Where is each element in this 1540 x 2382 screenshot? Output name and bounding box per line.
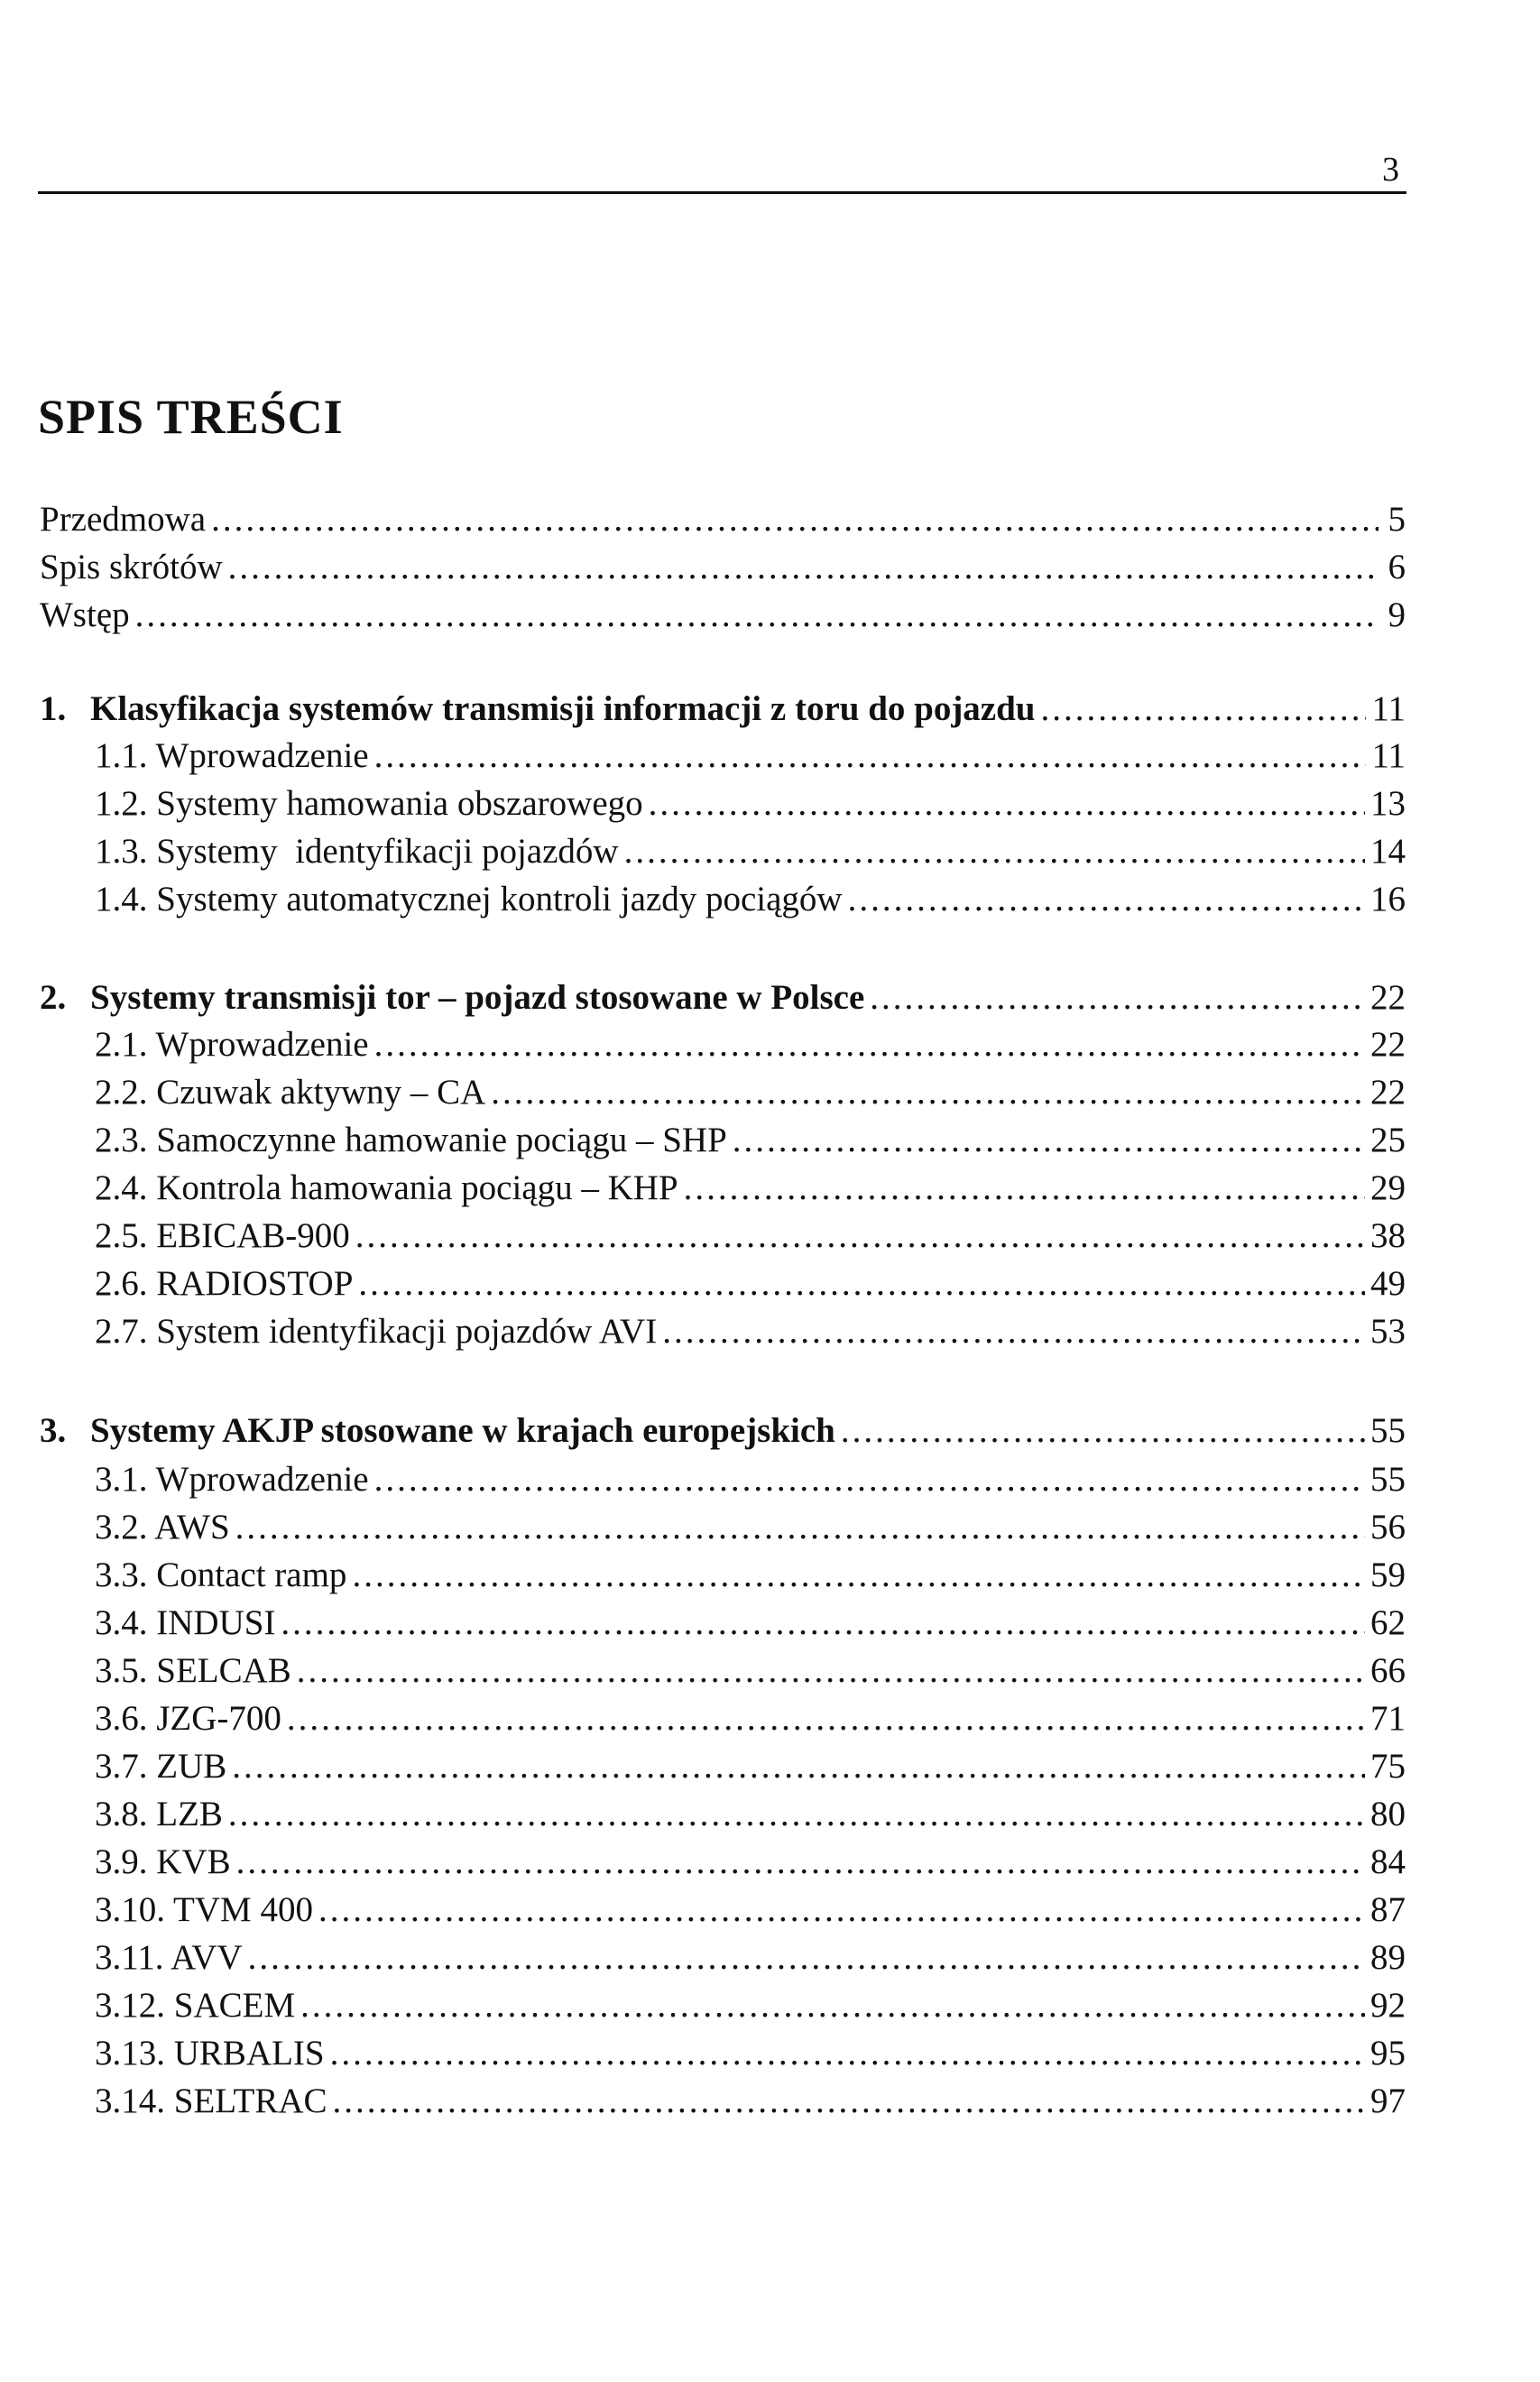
toc-entry-page: 25: [1370, 1121, 1406, 1159]
section-label: 3.12. SACEM: [95, 1986, 296, 2025]
section-label: 3.9. KVB: [95, 1842, 231, 1881]
toc-entry-page: 9: [1388, 596, 1406, 634]
toc-entry-page: 53: [1370, 1312, 1406, 1351]
dot-leader: [374, 734, 1367, 778]
toc-entry-page: 55: [1370, 1411, 1406, 1450]
header-rule: [38, 191, 1406, 194]
section-label: 1.2. Systemy hamowania obszarowego: [95, 784, 643, 823]
toc-section-2-3[interactable]: [95, 1119, 1406, 1166]
section-label: 2.1. Wprowadzenie: [95, 1025, 369, 1064]
dot-leader: [1041, 688, 1367, 731]
toc-section-3-4[interactable]: [95, 1602, 1406, 1648]
toc-section-1-1[interactable]: [95, 734, 1406, 781]
section-label: 3.5. SELCAB: [95, 1651, 291, 1690]
section-label: 3.14. SELTRAC: [95, 2082, 327, 2120]
dot-leader: [662, 1310, 1365, 1353]
toc-section-3-14[interactable]: [95, 2080, 1406, 2127]
section-label: 1.4. Systemy automatycznej kontroli jazdy pociągów: [95, 880, 843, 919]
dot-leader: [870, 976, 1365, 1020]
toc-entry-label: Spis skrótów: [40, 548, 223, 586]
dot-leader: [358, 1262, 1365, 1306]
toc-entry-page: 22: [1370, 1025, 1406, 1064]
toc-entry-page: 66: [1370, 1651, 1406, 1690]
dot-leader: [841, 1409, 1365, 1453]
toc-entry-page: 38: [1370, 1216, 1406, 1255]
toc-section-1-2[interactable]: [95, 782, 1406, 829]
toc-entry-page: 13: [1370, 784, 1406, 823]
section-label: 1.3. Systemy identyfikacji pojazdów: [95, 832, 619, 871]
dot-leader: [135, 594, 1379, 637]
section-label: 2.4. Kontrola hamowania pociągu – KHP: [95, 1168, 678, 1207]
toc-entry-page: 71: [1370, 1699, 1406, 1738]
section-label: 2.3. Samoczynne hamowanie pociągu – SHP: [95, 1121, 727, 1159]
dot-leader: [287, 1697, 1365, 1740]
toc-entry-page: 80: [1370, 1795, 1406, 1833]
toc-entry-page: 16: [1370, 880, 1406, 919]
dot-leader: [228, 1793, 1365, 1836]
dot-leader: [236, 1841, 1365, 1884]
toc-chapter-1[interactable]: [40, 688, 1406, 734]
toc-entry-page: 59: [1370, 1556, 1406, 1594]
toc-section-2-6[interactable]: [95, 1262, 1406, 1309]
dot-leader: [281, 1602, 1365, 1645]
dot-leader: [733, 1119, 1365, 1162]
dot-leader: [684, 1167, 1365, 1210]
toc-entry-przedmowa[interactable]: [40, 498, 1406, 545]
chapter-title: Klasyfikacja systemów transmisji informacji z toru do pojazdu: [90, 689, 1036, 728]
section-label: 2.7. System identyfikacji pojazdów AVI: [95, 1312, 658, 1351]
page-number: 3: [1382, 151, 1399, 189]
toc-entry-page: 29: [1370, 1168, 1406, 1207]
section-label: 3.2. AWS: [95, 1508, 230, 1546]
toc-entry-label: Przedmowa: [40, 500, 207, 539]
toc-chapter-2[interactable]: [40, 976, 1406, 1023]
toc-section-3-12[interactable]: [95, 1984, 1406, 2031]
section-label: 2.6. RADIOSTOP: [95, 1264, 354, 1303]
toc-section-2-4[interactable]: [95, 1167, 1406, 1214]
toc-entry-label: Wstęp: [40, 596, 130, 634]
dot-leader: [297, 1649, 1365, 1693]
dot-leader: [211, 498, 1379, 541]
dot-leader: [624, 830, 1365, 873]
toc-entry-page: 22: [1370, 1073, 1406, 1112]
toc-section-3-8[interactable]: [95, 1793, 1406, 1840]
toc-title: SPIS TREŚCI: [38, 390, 344, 444]
toc-entry-page: 11: [1371, 736, 1406, 775]
dot-leader: [848, 878, 1365, 921]
chapter-title: Systemy transmisji tor – pojazd stosowane w Polsce: [90, 978, 865, 1017]
toc-section-2-7[interactable]: [95, 1310, 1406, 1357]
chapter-title: Systemy AKJP stosowane w krajach europejskich: [90, 1411, 835, 1450]
dot-leader: [352, 1554, 1365, 1597]
section-label: 3.11. AVV: [95, 1938, 243, 1977]
dot-leader: [232, 1745, 1365, 1788]
toc-entry-wstep[interactable]: [40, 594, 1406, 641]
section-label: 2.2. Czuwak aktywny – CA: [95, 1073, 486, 1112]
toc-section-3-5[interactable]: [95, 1649, 1406, 1696]
dot-leader: [235, 1506, 1365, 1549]
toc-entry-page: 62: [1370, 1603, 1406, 1642]
toc-entry-page: 87: [1370, 1890, 1406, 1929]
toc-entry-page: 6: [1388, 548, 1406, 586]
chapter-number: 2.: [40, 978, 67, 1017]
dot-leader: [491, 1071, 1365, 1114]
section-label: 3.10. TVM 400: [95, 1890, 313, 1929]
dot-leader: [374, 1458, 1365, 1501]
chapter-number: 3.: [40, 1411, 67, 1450]
section-label: 1.1. Wprowadzenie: [95, 736, 369, 775]
chapter-number: 1.: [40, 689, 67, 728]
section-label: 2.5. EBICAB-900: [95, 1216, 350, 1255]
section-label: 3.13. URBALIS: [95, 2034, 325, 2073]
dot-leader: [248, 1936, 1365, 1980]
dot-leader: [300, 1984, 1365, 2027]
dot-leader: [374, 1023, 1365, 1066]
section-label: 3.1. Wprowadzenie: [95, 1460, 369, 1499]
section-label: 3.4. INDUSI: [95, 1603, 276, 1642]
toc-entry-page: 84: [1370, 1842, 1406, 1881]
toc-entry-page: 95: [1370, 2034, 1406, 2073]
toc-entry-page: 5: [1388, 500, 1406, 539]
dot-leader: [649, 782, 1365, 826]
toc-section-2-2[interactable]: [95, 1071, 1406, 1118]
toc-entry-spis-skrotow[interactable]: [40, 546, 1406, 593]
toc-section-3-13[interactable]: [95, 2032, 1406, 2079]
toc-section-3-1[interactable]: [95, 1458, 1406, 1505]
toc-entry-page: 55: [1370, 1460, 1406, 1499]
section-label: 3.7. ZUB: [95, 1747, 227, 1786]
section-label: 3.3. Contact ramp: [95, 1556, 347, 1594]
toc-entry-page: 89: [1370, 1938, 1406, 1977]
toc-section-3-11[interactable]: [95, 1936, 1406, 1983]
toc-entry-page: 75: [1370, 1747, 1406, 1786]
toc-section-3-9[interactable]: [95, 1841, 1406, 1888]
section-label: 3.8. LZB: [95, 1795, 223, 1833]
toc-section-3-6[interactable]: [95, 1697, 1406, 1744]
dot-leader: [330, 2032, 1365, 2075]
toc-entry-page: 14: [1370, 832, 1406, 871]
toc-entry-page: 22: [1370, 978, 1406, 1017]
toc-section-3-2[interactable]: [95, 1506, 1406, 1553]
dot-leader: [355, 1214, 1365, 1258]
toc-entry-page: 49: [1370, 1264, 1406, 1303]
dot-leader: [333, 2080, 1365, 2123]
toc-section-1-3[interactable]: [95, 830, 1406, 877]
toc-entry-page: 11: [1371, 689, 1406, 728]
toc-section-1-4[interactable]: [95, 878, 1406, 925]
dot-leader: [228, 546, 1379, 589]
toc-section-2-1[interactable]: [95, 1023, 1406, 1070]
section-label: 3.6. JZG-700: [95, 1699, 281, 1738]
toc-chapter-3[interactable]: [40, 1409, 1406, 1456]
toc-section-2-5[interactable]: [95, 1214, 1406, 1261]
toc-section-3-3[interactable]: [95, 1554, 1406, 1601]
toc-entry-page: 92: [1370, 1986, 1406, 2025]
toc-entry-page: 56: [1370, 1508, 1406, 1546]
dot-leader: [318, 1888, 1365, 1932]
toc-section-3-10[interactable]: [95, 1888, 1406, 1935]
toc-section-3-7[interactable]: [95, 1745, 1406, 1792]
toc-entry-page: 97: [1370, 2082, 1406, 2120]
